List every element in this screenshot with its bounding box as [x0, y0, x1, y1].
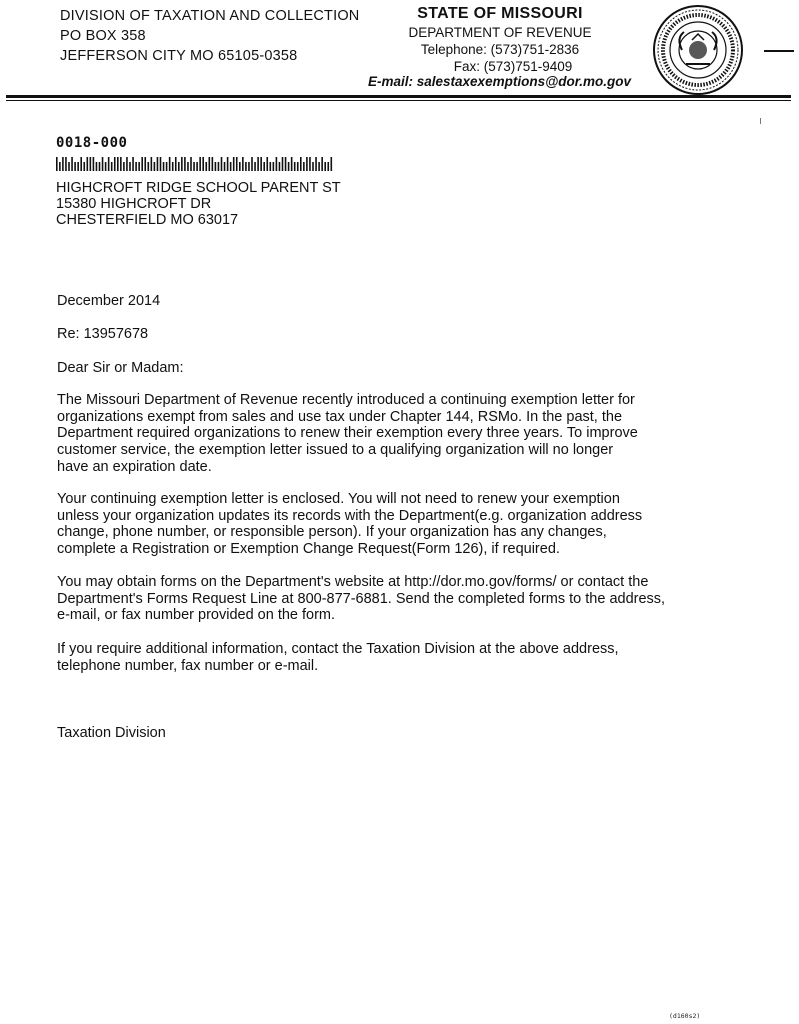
reference-number: Re: 13957678 — [57, 326, 149, 342]
scan-mark — [760, 118, 761, 124]
paragraph — [57, 574, 757, 624]
letter-date: December 2014 — [57, 293, 161, 309]
paragraph-line: telephone number, fax number or e-mail. — [57, 657, 319, 674]
header-rule — [6, 95, 791, 98]
paragraph-line: have an expiration date. — [57, 458, 212, 475]
agency-header — [380, 4, 620, 75]
paragraph — [57, 491, 757, 558]
paragraph-line: Your continuing exemption letter is enclosed. You will not need to renew your exemption — [57, 491, 620, 507]
margin-dash — [764, 50, 794, 52]
return-address-line: PO BOX 358 — [60, 28, 146, 44]
salutation: Dear Sir or Madam: — [57, 360, 184, 376]
paragraph-line: customer service, the exemption letter issued to a qualifying organization will no longer — [57, 442, 614, 459]
return-address — [60, 6, 359, 66]
paragraph-line: Department required organizations to renew their exemption every three years. To improve — [57, 425, 638, 442]
paragraph-line: complete a Registration or Exemption Change Request(Form 126), if required. — [57, 541, 560, 558]
signature: Taxation Division — [57, 725, 166, 741]
paragraph-line: change, phone number, or responsible person). If your organization has any changes, — [57, 524, 607, 541]
account-number: 0018-000 — [56, 135, 128, 151]
return-address-line: DIVISION OF TAXATION AND COLLECTION — [60, 8, 360, 24]
postal-barcode-icon — [56, 157, 336, 171]
paragraph-line: If you require additional information, contact the Taxation Division at the above address, — [57, 641, 619, 657]
state-title: STATE OF MISSOURI — [417, 5, 583, 22]
email-address: E-mail: salestaxexemptions@dor.mo.gov — [368, 74, 631, 89]
paragraph-line: organizations exempt from sales and use tax under Chapter 144, RSMo. In the past, the — [57, 408, 623, 425]
paragraph — [57, 392, 757, 476]
paragraph — [57, 641, 757, 674]
return-address-line: JEFFERSON CITY MO 65105-0358 — [60, 48, 298, 64]
department-name: DEPARTMENT OF REVENUE — [408, 25, 592, 40]
fax: Fax: (573)751-9409 — [453, 59, 573, 74]
recipient-line: 15380 HIGHCROFT DR — [56, 196, 212, 212]
recipient-line: HIGHCROFT RIDGE SCHOOL PARENT ST — [56, 180, 341, 196]
paragraph-line: Department's Forms Request Line at 800-877-6881. Send the completed forms to the address, — [57, 590, 666, 607]
paragraph-line: You may obtain forms on the Department's website at http://dor.mo.gov/forms/ or contact the — [57, 574, 649, 590]
paragraph-line: unless your organization updates its records with the Department(e.g. organization address — [57, 507, 643, 524]
recipient-line: CHESTERFIELD MO 63017 — [56, 212, 239, 228]
paragraph-line: The Missouri Department of Revenue recently introduced a continuing exemption letter for — [57, 392, 635, 408]
header-rule-thin — [6, 100, 791, 101]
recipient-address — [56, 180, 341, 228]
missouri-state-seal-icon — [652, 4, 744, 96]
paragraph-line: e-mail, or fax number provided on the form. — [57, 607, 336, 624]
form-code: (d160s2) — [669, 1012, 701, 1020]
telephone: Telephone: (573)751-2836 — [420, 42, 580, 57]
